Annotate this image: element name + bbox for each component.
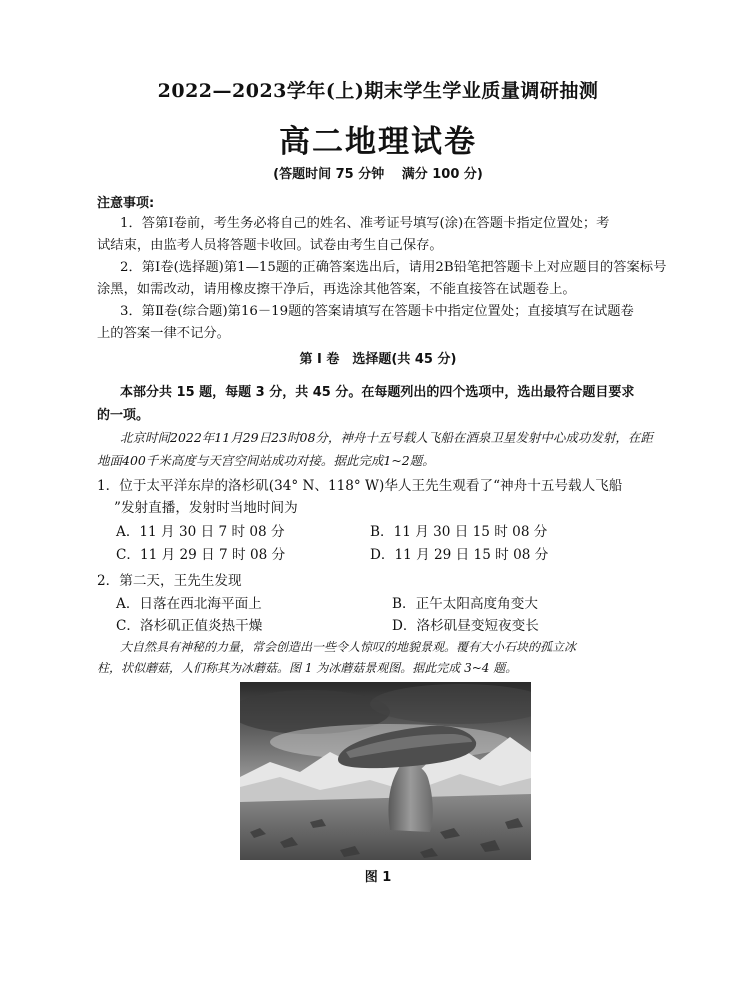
question-1-option-b: B．11 月 30 日 15 时 08 分 bbox=[370, 524, 548, 540]
passage-1-line-2: 地面400千米高度与天宫空间站成功对接。据此完成1~2题。 bbox=[97, 453, 435, 468]
notice-item-2-line-2: 涂黑，如需改动，请用橡皮擦干净后，再选涂其他答案，不能直接答在试题卷上。 bbox=[97, 282, 576, 297]
question-2-option-d: D．洛杉矶昼变短夜变长 bbox=[392, 618, 539, 634]
question-2-option-b: B．正午太阳高度角变大 bbox=[392, 596, 538, 612]
exam-heading: 2022—2023学年(上)期末学生学业质量调研抽测 bbox=[157, 80, 599, 102]
section-1-intro-line-2: 的一项。 bbox=[97, 408, 150, 423]
passage-1-line-1: 北京时间2022年11月29日23时08分，神舟十五号载人飞船在酒泉卫星发射中心成功发射，在距 bbox=[120, 430, 653, 445]
notice-item-1-line-2: 试结束，由监考人员将答题卡收回。试卷由考生自己保存。 bbox=[97, 238, 443, 253]
notice-item-2-line-1: 2．第Ⅰ卷(选择题)第1—15题的正确答案选出后，请用2B铅笔把答题卡上对应题目的答案标号 bbox=[120, 260, 667, 275]
exam-time-and-score: (答题时间 75 分钟 满分 100 分) bbox=[273, 167, 483, 182]
question-1-option-c: C．11 月 29 日 7 时 08 分 bbox=[116, 547, 286, 563]
question-2-option-c: C．洛杉矶正值炎热干燥 bbox=[116, 618, 263, 634]
question-1-option-d: D．11 月 29 日 15 时 08 分 bbox=[370, 547, 549, 563]
passage-2-line-1: 大自然具有神秘的力量，常会创造出一些令人惊叹的地貌景观。覆有大小石块的孤立冰 bbox=[120, 640, 577, 654]
notice-item-1-line-1: 1．答第Ⅰ卷前，考生务必将自己的姓名、准考证号填写(涂)在答题卡指定位置处；考 bbox=[120, 216, 610, 231]
section-1-title: 第 Ⅰ 卷 选择题(共 45 分) bbox=[299, 352, 457, 367]
question-1-stem-line-1: 1．位于太平洋东岸的洛杉矶(34° N、118° W)华人王先生观看了“神舟十五号载人飞船 bbox=[97, 478, 623, 494]
question-2-option-a: A．日落在西北海平面上 bbox=[116, 596, 262, 612]
question-2-stem: 2．第二天，王先生发现 bbox=[97, 573, 242, 589]
question-1-option-a: A．11 月 30 日 7 时 08 分 bbox=[116, 524, 285, 540]
notice-item-3-line-1: 3．第Ⅱ卷(综合题)第16－19题的答案请填写在答题卡中指定位置处；直接填写在试题卷 bbox=[120, 304, 634, 319]
figure-1-ice-mushroom-photo bbox=[240, 682, 531, 860]
notice-label: 注意事项: bbox=[97, 196, 155, 211]
exam-title: 高二地理试卷 bbox=[279, 124, 477, 160]
section-1-intro-line-1: 本部分共 15 题，每题 3 分，共 45 分。在每题列出的四个选项中，选出最符合题目要求 bbox=[120, 385, 635, 400]
notice-item-3-line-2: 上的答案一律不记分。 bbox=[97, 326, 230, 341]
passage-2-line-2: 柱，状似蘑菇，人们称其为冰蘑菇。图 1 为冰蘑菇景观图。据此完成 3~4 题。 bbox=[97, 661, 518, 675]
ice-mushroom-illustration bbox=[240, 682, 531, 860]
question-1-stem-line-2: ”发射直播，发射时当地时间为 bbox=[114, 500, 298, 516]
figure-caption: 图 1 bbox=[364, 870, 392, 885]
